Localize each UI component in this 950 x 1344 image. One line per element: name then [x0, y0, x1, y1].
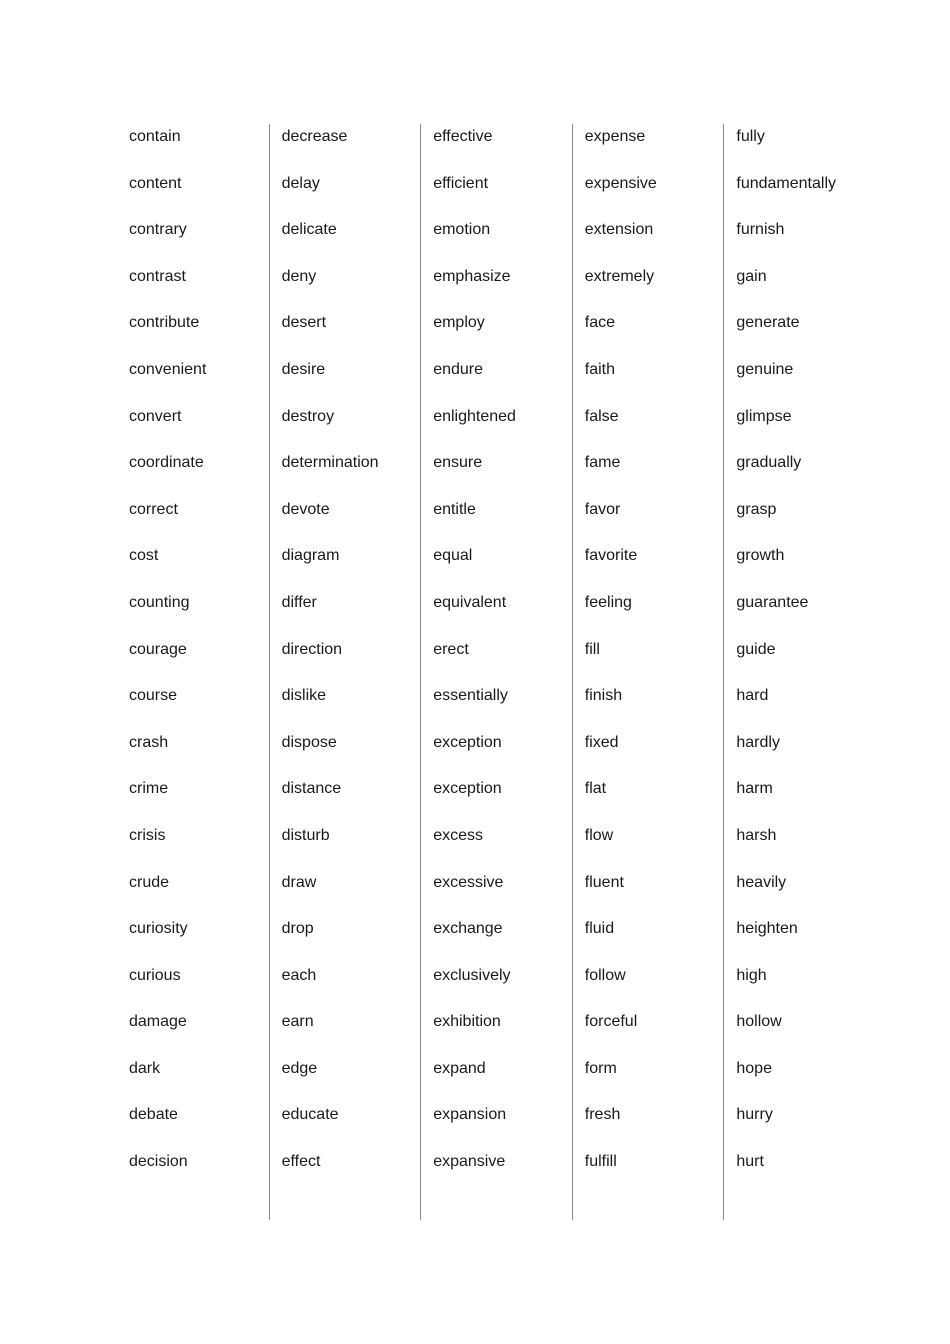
- word-item: exclusively: [433, 966, 511, 984]
- word-column-2: [269, 124, 421, 1220]
- word-item: essentially: [433, 687, 508, 705]
- word-item: each: [281, 966, 317, 984]
- word-item: effect: [281, 1153, 321, 1171]
- word-item: edge: [281, 1059, 318, 1077]
- word-item: expand: [433, 1059, 486, 1077]
- word-item: equivalent: [433, 593, 507, 611]
- word-item: cost: [129, 547, 159, 565]
- word-item: expensive: [584, 174, 657, 192]
- word-item: differ: [281, 593, 317, 611]
- word-item: false: [584, 407, 619, 425]
- word-item: furnish: [736, 221, 785, 239]
- word-item: contain: [129, 128, 181, 145]
- word-item: delicate: [281, 221, 337, 239]
- word-item: growth: [736, 547, 785, 565]
- word-table: [117, 124, 875, 1220]
- word-item: ensure: [433, 454, 483, 472]
- word-item: convert: [129, 407, 182, 425]
- word-item: hardly: [736, 733, 780, 751]
- word-item: fill: [584, 640, 600, 658]
- word-item: dark: [129, 1059, 161, 1077]
- word-item: hollow: [736, 1013, 782, 1031]
- word-item: expense: [584, 128, 646, 145]
- word-item: fame: [584, 454, 621, 472]
- word-item: debate: [129, 1106, 178, 1124]
- word-item: curiosity: [129, 920, 188, 938]
- word-item: feeling: [584, 593, 632, 611]
- word-item: enlightened: [433, 407, 516, 425]
- word-item: forceful: [584, 1013, 638, 1031]
- word-item: desert: [281, 314, 327, 332]
- word-item: hard: [736, 687, 769, 705]
- word-item: hurry: [736, 1106, 773, 1124]
- word-column-5: [723, 124, 875, 1220]
- word-item: earn: [281, 1013, 314, 1031]
- word-item: coordinate: [129, 454, 204, 472]
- word-item: damage: [129, 1013, 187, 1031]
- word-item: decrease: [281, 128, 348, 145]
- word-column-4: [572, 124, 724, 1220]
- word-item: crude: [129, 873, 170, 891]
- word-item: grasp: [736, 500, 777, 518]
- word-item: equal: [433, 547, 473, 565]
- word-item: harm: [736, 780, 773, 798]
- word-item: face: [584, 314, 616, 332]
- word-item: contrary: [129, 221, 187, 239]
- word-item: extension: [584, 221, 654, 239]
- word-item: crash: [129, 733, 169, 751]
- word-item: devote: [281, 500, 330, 518]
- word-item: fulfill: [584, 1153, 617, 1171]
- word-item: draw: [281, 873, 317, 891]
- word-item: destroy: [281, 407, 335, 425]
- word-item: entitle: [433, 500, 476, 518]
- word-item: convenient: [129, 360, 207, 378]
- word-item: course: [129, 687, 178, 705]
- word-item: extremely: [584, 267, 655, 285]
- word-item: exchange: [433, 920, 503, 938]
- word-item: crisis: [129, 826, 166, 844]
- word-item: gain: [736, 267, 767, 285]
- word-item: decision: [129, 1153, 188, 1171]
- word-item: curious: [129, 966, 181, 984]
- word-item: courage: [129, 640, 187, 658]
- word-item: heighten: [736, 920, 798, 938]
- word-item: delay: [281, 174, 320, 192]
- word-item: crime: [129, 780, 169, 798]
- word-item: emphasize: [433, 267, 511, 285]
- word-item: excess: [433, 826, 483, 844]
- word-item: exception: [433, 780, 502, 798]
- word-item: disturb: [281, 826, 330, 844]
- word-item: erect: [433, 640, 469, 658]
- word-item: excessive: [433, 873, 504, 891]
- word-item: exception: [433, 733, 502, 751]
- word-item: counting: [129, 593, 190, 611]
- word-item: faith: [584, 360, 616, 378]
- word-item: genuine: [736, 360, 794, 378]
- word-item: expansive: [433, 1153, 506, 1171]
- word-item: content: [129, 174, 182, 192]
- word-item: form: [584, 1059, 617, 1077]
- word-item: educate: [281, 1106, 339, 1124]
- word-item: dispose: [281, 733, 337, 751]
- word-item: efficient: [433, 174, 489, 192]
- word-item: fixed: [584, 733, 619, 751]
- word-item: effective: [433, 128, 493, 145]
- word-item: gradually: [736, 454, 802, 472]
- word-item: flat: [584, 780, 607, 798]
- word-item: heavily: [736, 873, 787, 891]
- word-item: dislike: [281, 687, 327, 705]
- word-item: fluid: [584, 920, 615, 938]
- word-item: expansion: [433, 1106, 507, 1124]
- word-item: hope: [736, 1059, 772, 1077]
- word-item: employ: [433, 314, 485, 332]
- word-item: favor: [584, 500, 621, 518]
- word-item: deny: [281, 267, 317, 285]
- word-item: contrast: [129, 267, 186, 285]
- word-item: determination: [281, 454, 379, 472]
- word-item: guide: [736, 640, 776, 658]
- word-item: glimpse: [736, 407, 792, 425]
- word-item: generate: [736, 314, 800, 332]
- word-item: guarantee: [736, 593, 809, 611]
- word-item: distance: [281, 780, 342, 798]
- word-item: flow: [584, 826, 614, 844]
- word-item: emotion: [433, 221, 491, 239]
- word-item: endure: [433, 360, 484, 378]
- word-item: contribute: [129, 314, 200, 332]
- word-column-1: [117, 124, 269, 1220]
- word-item: exhibition: [433, 1013, 501, 1031]
- word-item: desire: [281, 360, 326, 378]
- word-item: finish: [584, 687, 623, 705]
- word-item: drop: [281, 920, 314, 938]
- word-item: fundamentally: [736, 174, 836, 192]
- word-column-3: [420, 124, 572, 1220]
- word-item: fresh: [584, 1106, 621, 1124]
- word-item: diagram: [281, 547, 340, 565]
- word-item: hurt: [736, 1153, 764, 1171]
- word-item: direction: [281, 640, 343, 658]
- word-item: correct: [129, 500, 178, 518]
- word-item: harsh: [736, 826, 777, 844]
- word-item: fluent: [584, 873, 624, 891]
- word-item: fully: [736, 128, 765, 145]
- word-item: high: [736, 966, 767, 984]
- word-item: favorite: [584, 547, 638, 565]
- word-item: follow: [584, 966, 626, 984]
